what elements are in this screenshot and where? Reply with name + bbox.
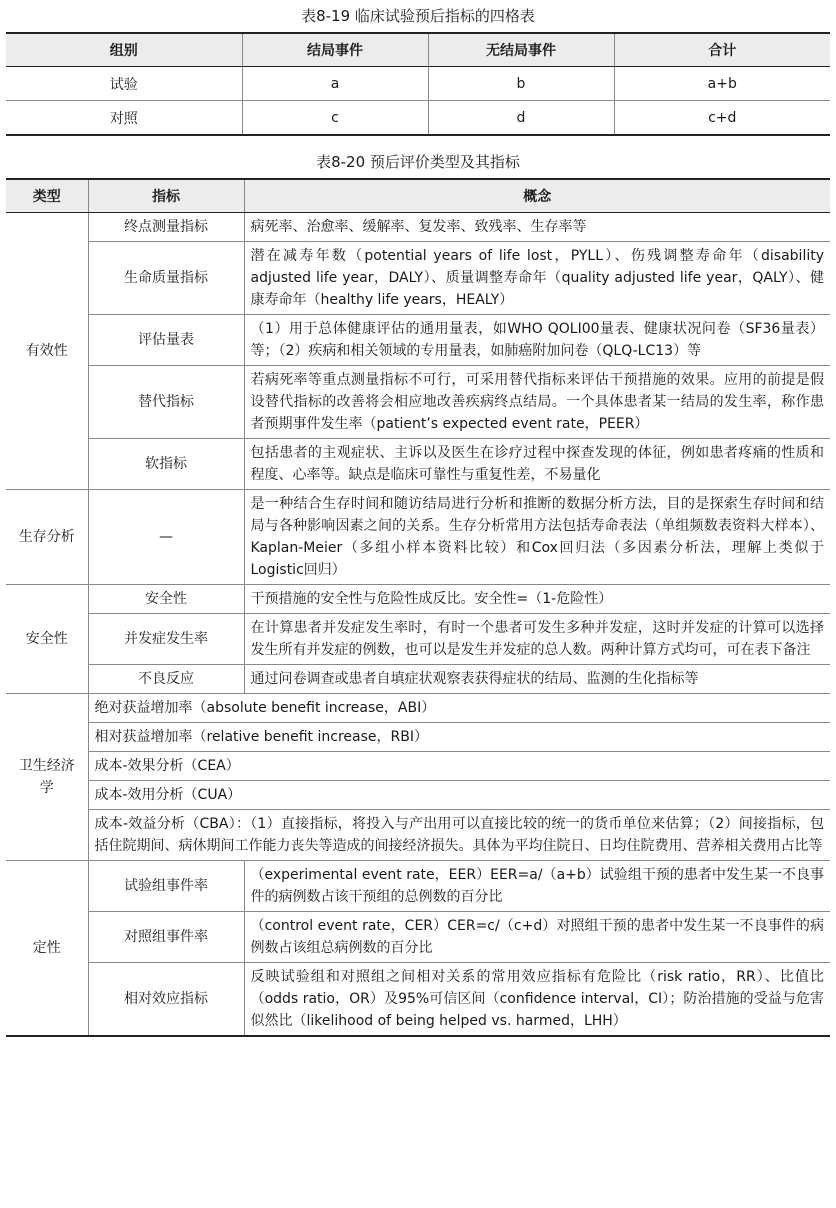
table-row: [6, 439, 830, 490]
index-cell: 并发症发生率: [88, 614, 244, 665]
economics-item: 成本-效用分析（CUA）: [88, 781, 830, 810]
concept-cell: 干预措施的安全性与危险性成反比。安全性=（1-危险性）: [244, 585, 830, 614]
table-row: [6, 585, 830, 614]
table-header-row: [6, 179, 830, 213]
type-cell-economics: 卫生经济学: [6, 694, 88, 861]
concept-cell: （1）用于总体健康评估的通用量表，如WHO QOLI00量表、健康状况问卷（SF36量表）等；（2）疾病和相关领域的专用量表，如肺癌附加问卷（QLQ-LC13）等: [244, 315, 830, 366]
concept-cell: （experimental event rate，EER）EER=a/（a+b）试验组干预的患者中发生某一不良事件的病例数占该干预组的总例数的百分比: [244, 861, 830, 912]
concept-cell: 反映试验组和对照组之间相对关系的常用效应指标有危险比（risk ratio，RR）、比值比（odds ratio，OR）及95%可信区间（confidence interval，CI）；防治措施的受益与危害似然比（likelihood of being helped vs. harmed，LHH）: [244, 963, 830, 1037]
table-row: [6, 694, 830, 723]
table-row: [6, 315, 830, 366]
table-row: [6, 490, 830, 585]
economics-item: 绝对获益增加率（absolute benefit increase，ABI）: [88, 694, 830, 723]
table-cell: a: [242, 67, 428, 101]
header-concept: 概念: [244, 179, 830, 213]
table2-caption: 表8-20 预后评价类型及其指标: [316, 153, 520, 171]
table-row: [6, 723, 830, 752]
concept-cell: 包括患者的主观症状、主诉以及医生在诊疗过程中探查发现的体征，例如患者疼痛的性质和程度、心率等。缺点是临床可靠性与重复性差，不易量化: [244, 439, 830, 490]
index-cell: 试验组事件率: [88, 861, 244, 912]
concept-cell: （control event rate，CER）CER=c/（c+d）对照组干预的患者中发生某一不良事件的病例数占该组总病例数的百分比: [244, 912, 830, 963]
table-row: [6, 752, 830, 781]
type-cell-qualitative: 定性: [6, 861, 88, 1037]
concept-cell: 在计算患者并发症发生率时，有时一个患者可发生多种并发症，这时并发症的计算可以选择发生所有并发症的例数，也可以是发生并发症的总人数。两种计算方式均可，可在表下备注: [244, 614, 830, 665]
table-cell: b: [428, 67, 614, 101]
table-row: [6, 242, 830, 315]
table-row: [6, 861, 830, 912]
table-row: [6, 213, 830, 242]
header-group: 组别: [6, 33, 242, 67]
header-index: 指标: [88, 179, 244, 213]
table-row: [6, 963, 830, 1037]
table-cell: 试验: [6, 67, 242, 101]
economics-item: 相对获益增加率（relative benefit increase，RBI）: [88, 723, 830, 752]
type-cell-efficacy: 有效性: [6, 213, 88, 490]
type-cell-safety: 安全性: [6, 585, 88, 694]
concept-cell: 是一种结合生存时间和随访结局进行分析和推断的数据分析方法，目的是探索生存时间和结局与各种影响因素之间的关系。生存分析常用方法包括寿命表法（单组频数表资料大样本）、Kaplan-Meier（多组小样本资料比较）和Cox回归法（多因素分析法，理解上类似于Logistic回归）: [244, 490, 830, 585]
concept-cell: 病死率、治愈率、缓解率、复发率、致残率、生存率等: [244, 213, 830, 242]
table-cell: c: [242, 101, 428, 136]
header-total: 合计: [614, 33, 830, 67]
table-row: [6, 912, 830, 963]
type-cell-survival: 生存分析: [6, 490, 88, 585]
index-cell: 不良反应: [88, 665, 244, 694]
table-row: [6, 665, 830, 694]
index-cell: 终点测量指标: [88, 213, 244, 242]
table-row: [6, 67, 830, 101]
index-cell: —: [88, 490, 244, 585]
header-no-outcome: 无结局事件: [428, 33, 614, 67]
four-fold-table: [6, 32, 830, 136]
index-cell: 生命质量指标: [88, 242, 244, 315]
table1-caption: 表8-19 临床试验预后指标的四格表: [301, 7, 535, 25]
table-cell: c+d: [614, 101, 830, 136]
index-cell: 相对效应指标: [88, 963, 244, 1037]
concept-cell: 通过问卷调查或患者自填症状观察表获得症状的结局、监测的生化指标等: [244, 665, 830, 694]
economics-item: 成本-效益分析（CBA）：（1）直接指标，将投入与产出用可以直接比较的统一的货币单位来估算；（2）间接指标，包括住院期间、病休期间工作能力丧失等造成的间接经济损失。具体为平均住院日、日均住院费用、营养相关费用占比等: [88, 810, 830, 861]
table-cell: 对照: [6, 101, 242, 136]
header-type: 类型: [6, 179, 88, 213]
prognosis-evaluation-table: [6, 178, 830, 1037]
index-cell: 替代指标: [88, 366, 244, 439]
table-row: [6, 101, 830, 136]
economics-item: 成本-效果分析（CEA）: [88, 752, 830, 781]
table-header-row: [6, 33, 830, 67]
concept-cell: 若病死率等重点测量指标不可行，可采用替代指标来评估干预措施的效果。应用的前提是假设替代指标的改善将会相应地改善疾病终点结局。一个具体患者某一结局的发生率，称作患者预期事件发生率（patient’s expected event rate，PEER）: [244, 366, 830, 439]
index-cell: 软指标: [88, 439, 244, 490]
table-row: [6, 781, 830, 810]
table-row: [6, 366, 830, 439]
table-row: [6, 810, 830, 861]
table-cell: d: [428, 101, 614, 136]
index-cell: 对照组事件率: [88, 912, 244, 963]
table-row: [6, 614, 830, 665]
concept-cell: 潜在减寿年数（potential years of life lost，PYLL）、伤残调整寿命年（disability adjusted life year，DALY）、质量调整寿命年（quality adjusted life year，QALY）、健康寿命年（healthy life years，HEALY）: [244, 242, 830, 315]
index-cell: 安全性: [88, 585, 244, 614]
index-cell: 评估量表: [88, 315, 244, 366]
header-outcome: 结局事件: [242, 33, 428, 67]
table-cell: a+b: [614, 67, 830, 101]
